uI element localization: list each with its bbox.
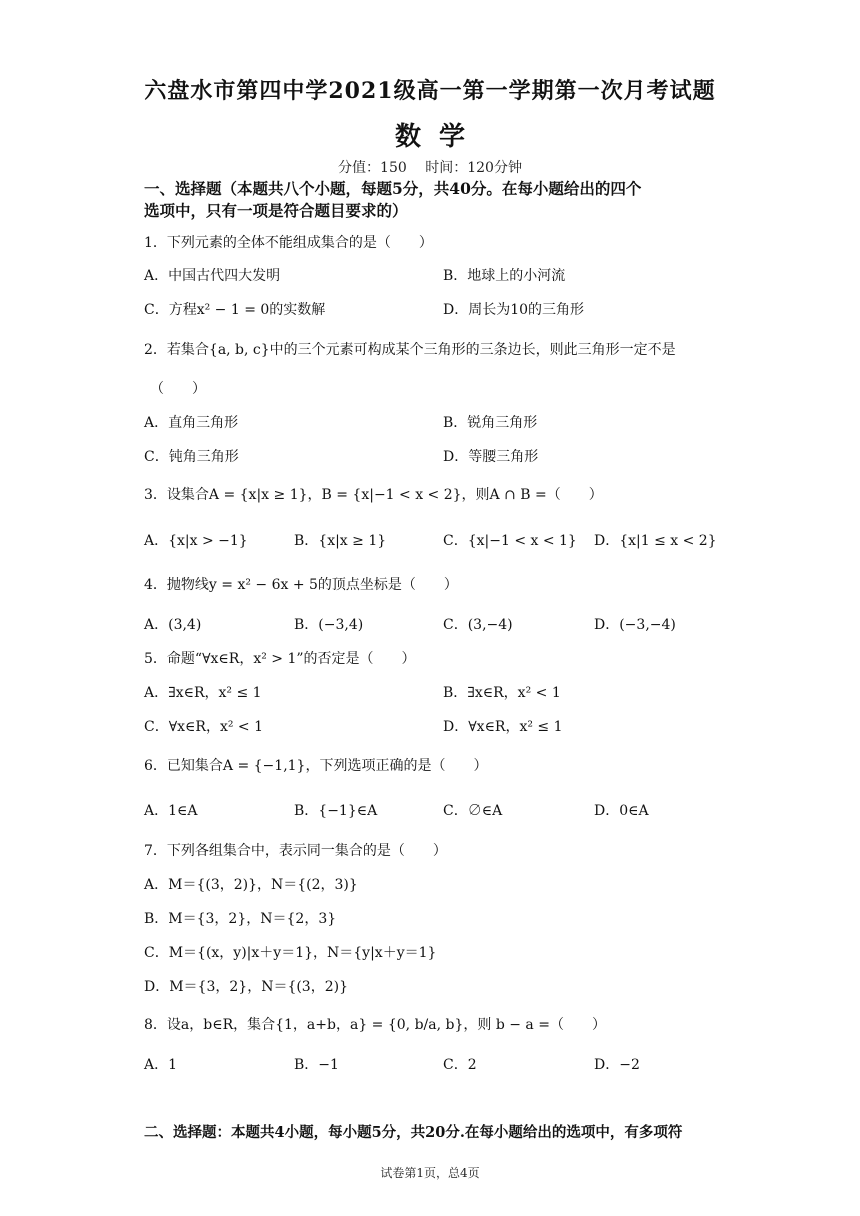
question-3-stem: 3．设集合A = {x|x ≥ 1}，B = {x|−1 < x < 2}，则A ∩ B =（ ） [144, 487, 603, 503]
question-6-stem: 6．已知集合A = {−1,1}，下列选项正确的是（ ） [144, 758, 488, 774]
q6-option-a: A．1∈A [144, 803, 198, 819]
q4-option-a: A．(3,4) [144, 617, 202, 633]
q3-option-a: A．{x|x > −1} [144, 533, 248, 549]
q7-option-d: D．M＝{3，2}，N＝{(3，2)} [144, 979, 348, 995]
section1-heading-line2: 选项中，只有一项是符合题目要求的） [144, 201, 408, 220]
q1-option-c: C．方程x² − 1 = 0的实数解 [144, 302, 326, 318]
q1-option-d: D．周长为10的三角形 [443, 302, 585, 318]
score-time-info: 分值：150 时间：120分钟 [338, 160, 522, 176]
q3-option-b: B．{x|x ≥ 1} [294, 533, 387, 549]
q3-option-d: D．{x|1 ≤ x < 2} [594, 533, 717, 549]
q4-option-d: D．(−3,−4) [594, 617, 676, 633]
subject-title: 数学 [394, 122, 483, 152]
question-8-stem: 8．设a，b∈R，集合{1，a+b，a} = {0, b/a, b}，则 b − a =（ ） [144, 1017, 606, 1033]
question-5-stem: 5．命题“∀x∈R，x² > 1”的否定是（ ） [144, 651, 416, 667]
page-footer: 试卷第1页，总4页 [380, 1166, 480, 1180]
q8-option-b: B．−1 [294, 1057, 339, 1073]
q3-option-c: C．{x|−1 < x < 1} [443, 533, 577, 549]
q8-option-a: A．1 [144, 1057, 178, 1073]
exam-title: 六盘水市第四中学2021级高一第一学期第一次月考试题 [144, 78, 716, 104]
section2-heading: 二、选择题：本题共4小题，每小题5分，共20分.在每小题给出的选项中，有多项符 [144, 1124, 683, 1141]
q6-option-c: C．∅∈A [443, 803, 503, 819]
question-2-stem: 2．若集合{a, b, c}中的三个元素可构成某个三角形的三条边长，则此三角形一定不是 [144, 342, 676, 358]
q5-option-b: B．∃x∈R，x² < 1 [443, 685, 561, 701]
question-1-stem: 1．下列元素的全体不能组成集合的是（ ） [144, 235, 433, 251]
question-2-stem-cont: （ ） [150, 381, 206, 397]
q2-option-d: D．等腰三角形 [443, 449, 539, 465]
q1-option-b: B．地球上的小河流 [443, 268, 566, 284]
question-7-stem: 7．下列各组集合中，表示同一集合的是（ ） [144, 843, 447, 859]
question-4-stem: 4．抛物线y = x² − 6x + 5的顶点坐标是（ ） [144, 577, 458, 593]
section1-heading-line1: 一、选择题（本题共八个小题，每题5分，共40分。在每小题给出的四个 [144, 179, 642, 198]
q4-option-b: B．(−3,4) [294, 617, 364, 633]
q5-option-a: A．∃x∈R，x² ≤ 1 [144, 685, 262, 701]
q2-option-b: B．锐角三角形 [443, 415, 538, 431]
q6-option-b: B．{−1}∈A [294, 803, 378, 819]
q5-option-c: C．∀x∈R，x² < 1 [144, 719, 264, 735]
q8-option-c: C．2 [443, 1057, 477, 1073]
q2-option-c: C．钝角三角形 [144, 449, 239, 465]
q1-option-a: A．中国古代四大发明 [144, 268, 281, 284]
q2-option-a: A．直角三角形 [144, 415, 239, 431]
q5-option-d: D．∀x∈R，x² ≤ 1 [443, 719, 563, 735]
q7-option-a: A．M＝{(3，2)}，N＝{(2，3)} [144, 877, 358, 893]
q7-option-c: C．M＝{(x，y)|x＋y＝1}，N＝{y|x＋y＝1} [144, 945, 437, 961]
q8-option-d: D．−2 [594, 1057, 640, 1073]
q7-option-b: B．M＝{3，2}，N＝{2，3} [144, 911, 337, 927]
q6-option-d: D．0∈A [594, 803, 649, 819]
q4-option-c: C．(3,−4) [443, 617, 513, 633]
